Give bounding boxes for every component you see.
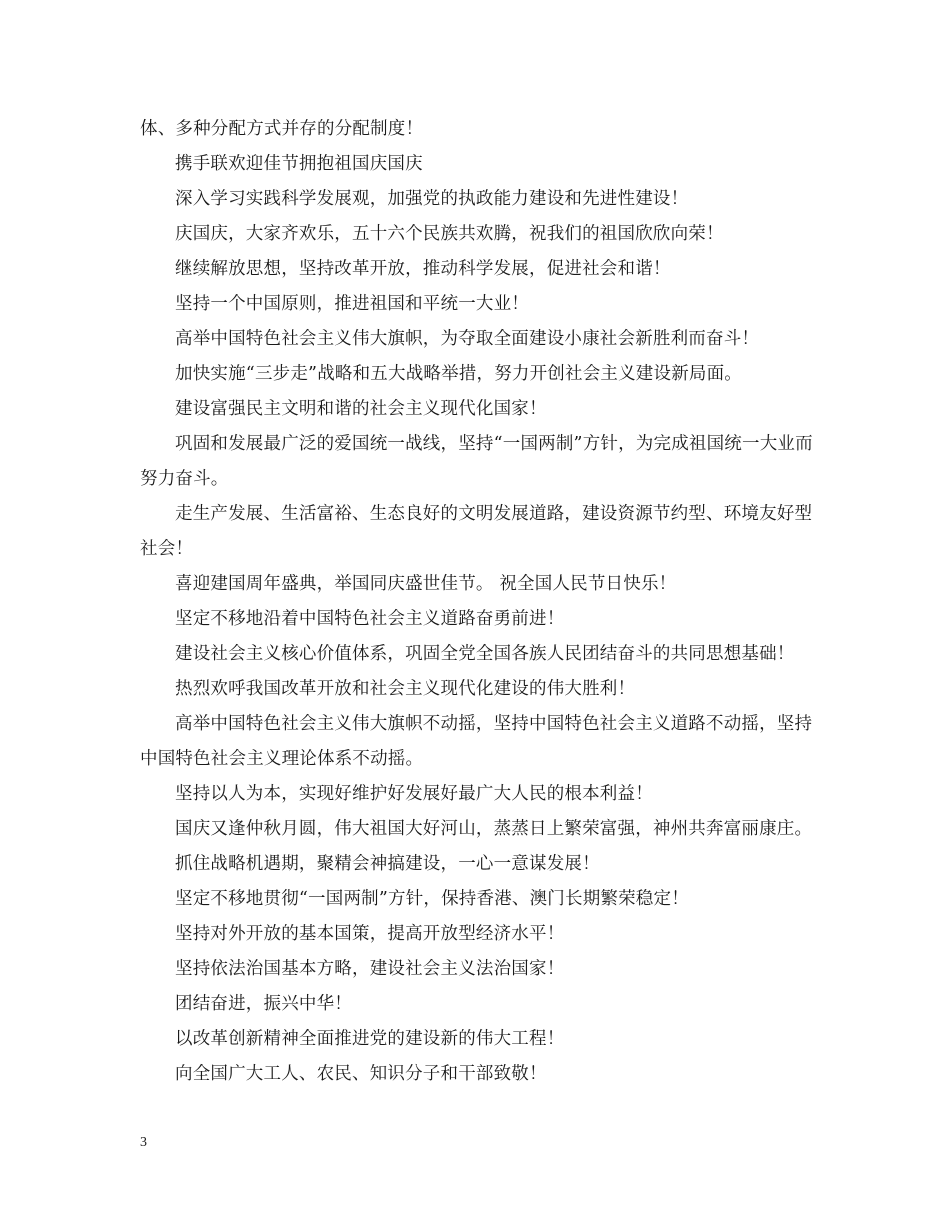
paragraph: 国庆又逢仲秋月圆，伟大祖国大好河山，蒸蒸日上繁荣富强，神州共奔富丽康庄。 xyxy=(175,819,813,839)
paragraph: 热烈欢呼我国改革开放和社会主义现代化建设的伟大胜利！ xyxy=(175,679,636,699)
paragraph: 坚持以人为本，实现好维护好发展好最广大人民的根本利益！ xyxy=(175,784,653,804)
paragraph: 巩固和发展最广泛的爱国统一战线，坚持“一国两制”方针，为完成祖国统一大业而努力奋斗。 xyxy=(140,434,813,489)
paragraph: 走生产发展、生活富裕、生态良好的文明发展道路，建设资源节约型、环境友好型社会！ xyxy=(140,504,813,559)
paragraph: 加快实施“三步走”战略和五大战略举措，努力开创社会主义建设新局面。 xyxy=(175,364,742,384)
paragraph: 体、多种分配方式并存的分配制度！ xyxy=(140,119,424,139)
paragraph: 庆国庆，大家齐欢乐，五十六个民族共欢腾，祝我们的祖国欣欣向荣！ xyxy=(175,224,724,244)
paragraph: 抓住战略机遇期，聚精会神搞建设，一心一意谋发展！ xyxy=(175,854,600,874)
paragraph: 携手联欢迎佳节拥抱祖国庆国庆 xyxy=(175,154,423,174)
paragraph: 高举中国特色社会主义伟大旗帜不动摇，坚持中国特色社会主义道路不动摇，坚持中国特色社会主义理论体系不动摇。 xyxy=(140,714,813,769)
paragraph: 高举中国特色社会主义伟大旗帜，为夺取全面建设小康社会新胜利而奋斗！ xyxy=(175,329,760,349)
paragraph: 坚定不移地贯彻“一国两制”方针，保持香港、澳门长期繁荣稳定！ xyxy=(175,889,689,909)
paragraph: 向全国广大工人、农民、知识分子和干部致敬！ xyxy=(175,1064,547,1084)
document-body xyxy=(140,112,825,1092)
paragraph: 坚持对外开放的基本国策，提高开放型经济水平！ xyxy=(175,924,565,944)
paragraph: 坚持依法治国基本方略，建设社会主义法治国家！ xyxy=(175,959,565,979)
paragraph: 深入学习实践科学发展观，加强党的执政能力建设和先进性建设！ xyxy=(175,189,689,209)
paragraph: 建设社会主义核心价值体系，巩固全党全国各族人民团结奋斗的共同思想基础！ xyxy=(175,644,795,664)
paragraph: 以改革创新精神全面推进党的建设新的伟大工程！ xyxy=(175,1029,565,1049)
paragraph: 坚定不移地沿着中国特色社会主义道路奋勇前进！ xyxy=(175,609,565,629)
paragraph: 继续解放思想，坚持改革开放，推动科学发展，促进社会和谐！ xyxy=(175,259,671,279)
page-number: 3 xyxy=(140,1135,147,1150)
paragraph: 建设富强民主文明和谐的社会主义现代化国家！ xyxy=(175,399,547,419)
paragraph: 坚持一个中国原则，推进祖国和平统一大业！ xyxy=(175,294,529,314)
paragraph: 喜迎建国周年盛典，举国同庆盛世佳节。 祝全国人民节日快乐！ xyxy=(175,574,677,594)
paragraph: 团结奋进，振兴中华！ xyxy=(175,994,352,1014)
